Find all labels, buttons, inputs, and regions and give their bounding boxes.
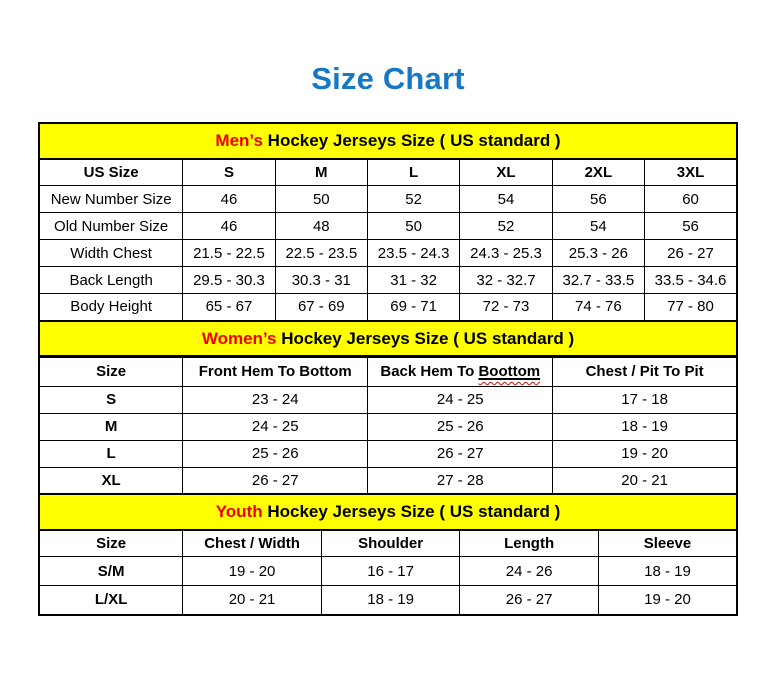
womens-section (38, 320, 738, 496)
col-header-cell: S (183, 159, 275, 186)
col-header-cell: Size (39, 530, 183, 557)
row-label-cell: Body Height (39, 294, 183, 321)
col-header-cell: Front Hem To Bottom (183, 356, 368, 386)
value-cell: 18 - 19 (553, 413, 737, 440)
value-cell: 56 (552, 186, 644, 213)
size-chart-stack (38, 122, 738, 616)
col-header-cell: Chest / Width (183, 530, 322, 557)
youth-header-row (39, 530, 737, 557)
table-row (39, 213, 737, 240)
value-cell: 52 (460, 213, 552, 240)
youth-banner-highlight: Youth (215, 502, 263, 521)
mens-header-row (39, 159, 737, 186)
col-header-cell: XL (460, 159, 552, 186)
value-cell: 65 - 67 (183, 294, 275, 321)
value-cell: 17 - 18 (553, 386, 737, 413)
value-cell: 60 (645, 186, 737, 213)
value-cell: 27 - 28 (368, 467, 553, 494)
row-label-cell: L/XL (39, 586, 183, 615)
row-label-cell: Width Chest (39, 240, 183, 267)
col-header-cell: Size (39, 356, 183, 386)
table-row (39, 267, 737, 294)
value-cell: 77 - 80 (645, 294, 737, 321)
value-cell: 32.7 - 33.5 (552, 267, 644, 294)
table-row (39, 186, 737, 213)
value-cell: 24.3 - 25.3 (460, 240, 552, 267)
value-cell: 52 (367, 186, 459, 213)
value-cell: 16 - 17 (321, 557, 460, 586)
value-cell: 74 - 76 (552, 294, 644, 321)
value-cell: 26 - 27 (645, 240, 737, 267)
womens-header-row (39, 356, 737, 386)
value-cell: 48 (275, 213, 367, 240)
value-cell: 26 - 27 (183, 467, 368, 494)
row-label-cell: M (39, 413, 183, 440)
value-cell: 54 (552, 213, 644, 240)
table-row (39, 240, 737, 267)
womens-banner (38, 320, 738, 358)
col-header-cell: M (275, 159, 367, 186)
col-header-cell (368, 356, 553, 386)
row-label-cell: S (39, 386, 183, 413)
col-header-cell: US Size (39, 159, 183, 186)
value-cell: 33.5 - 34.6 (645, 267, 737, 294)
value-cell: 25 - 26 (183, 440, 368, 467)
misspelled-word-underline (478, 363, 540, 380)
value-cell: 23.5 - 24.3 (367, 240, 459, 267)
value-cell: 19 - 20 (183, 557, 322, 586)
value-cell: 18 - 19 (321, 586, 460, 615)
youth-size-table (38, 529, 738, 616)
womens-banner-rest: Hockey Jerseys Size ( US standard ) (276, 328, 575, 348)
value-cell: 26 - 27 (460, 586, 599, 615)
value-cell: 25 - 26 (368, 413, 553, 440)
value-cell: 72 - 73 (460, 294, 552, 321)
value-cell: 24 - 25 (368, 386, 553, 413)
col-header-cell: Chest / Pit To Pit (553, 356, 737, 386)
youth-banner-rest: Hockey Jerseys Size ( US standard ) (262, 502, 561, 521)
mens-banner-rest: Hockey Jerseys Size ( US standard ) (262, 131, 561, 150)
value-cell: 32 - 32.7 (460, 267, 552, 294)
col-header-cell: 2XL (552, 159, 644, 186)
value-cell: 19 - 20 (598, 586, 737, 615)
mens-size-table (38, 158, 738, 322)
col-header-cell: Sleeve (598, 530, 737, 557)
mens-banner-highlight: Men’s (215, 131, 263, 150)
value-cell: 50 (367, 213, 459, 240)
value-cell: 46 (183, 186, 275, 213)
row-label-cell: Back Length (39, 267, 183, 294)
table-row (39, 440, 737, 467)
value-cell: 20 - 21 (183, 586, 322, 615)
row-label-cell: L (39, 440, 183, 467)
value-cell: 50 (275, 186, 367, 213)
col-header-cell: L (367, 159, 459, 186)
value-cell: 29.5 - 30.3 (183, 267, 275, 294)
value-cell: 54 (460, 186, 552, 213)
row-label-cell: Old Number Size (39, 213, 183, 240)
value-cell: 31 - 32 (367, 267, 459, 294)
value-cell: 23 - 24 (183, 386, 368, 413)
table-row (39, 386, 737, 413)
value-cell: 19 - 20 (553, 440, 737, 467)
mens-section (38, 122, 738, 322)
womens-size-table (38, 355, 738, 495)
value-cell: 46 (183, 213, 275, 240)
youth-section (38, 493, 738, 616)
table-row (39, 413, 737, 440)
col-header-cell: Shoulder (321, 530, 460, 557)
table-row (39, 557, 737, 586)
value-cell: 67 - 69 (275, 294, 367, 321)
header-text-prefix: Back Hem To (380, 362, 479, 380)
row-label-cell: S/M (39, 557, 183, 586)
table-row (39, 294, 737, 321)
mens-banner (38, 122, 738, 160)
col-header-cell: Length (460, 530, 599, 557)
value-cell: 24 - 25 (183, 413, 368, 440)
value-cell: 18 - 19 (598, 557, 737, 586)
value-cell: 26 - 27 (368, 440, 553, 467)
value-cell: 20 - 21 (553, 467, 737, 494)
row-label-cell: New Number Size (39, 186, 183, 213)
youth-banner (38, 493, 738, 531)
col-header-cell: 3XL (645, 159, 737, 186)
value-cell: 21.5 - 22.5 (183, 240, 275, 267)
value-cell: 24 - 26 (460, 557, 599, 586)
value-cell: 22.5 - 23.5 (275, 240, 367, 267)
page-title: Size Chart (311, 61, 465, 96)
misspelled-word: Boottom (478, 362, 541, 380)
table-row (39, 586, 737, 615)
value-cell: 69 - 71 (367, 294, 459, 321)
womens-banner-highlight: Women’s (201, 328, 277, 348)
value-cell: 30.3 - 31 (275, 267, 367, 294)
row-label-cell: XL (39, 467, 183, 494)
value-cell: 25.3 - 26 (552, 240, 644, 267)
table-row (39, 467, 737, 494)
value-cell: 56 (645, 213, 737, 240)
